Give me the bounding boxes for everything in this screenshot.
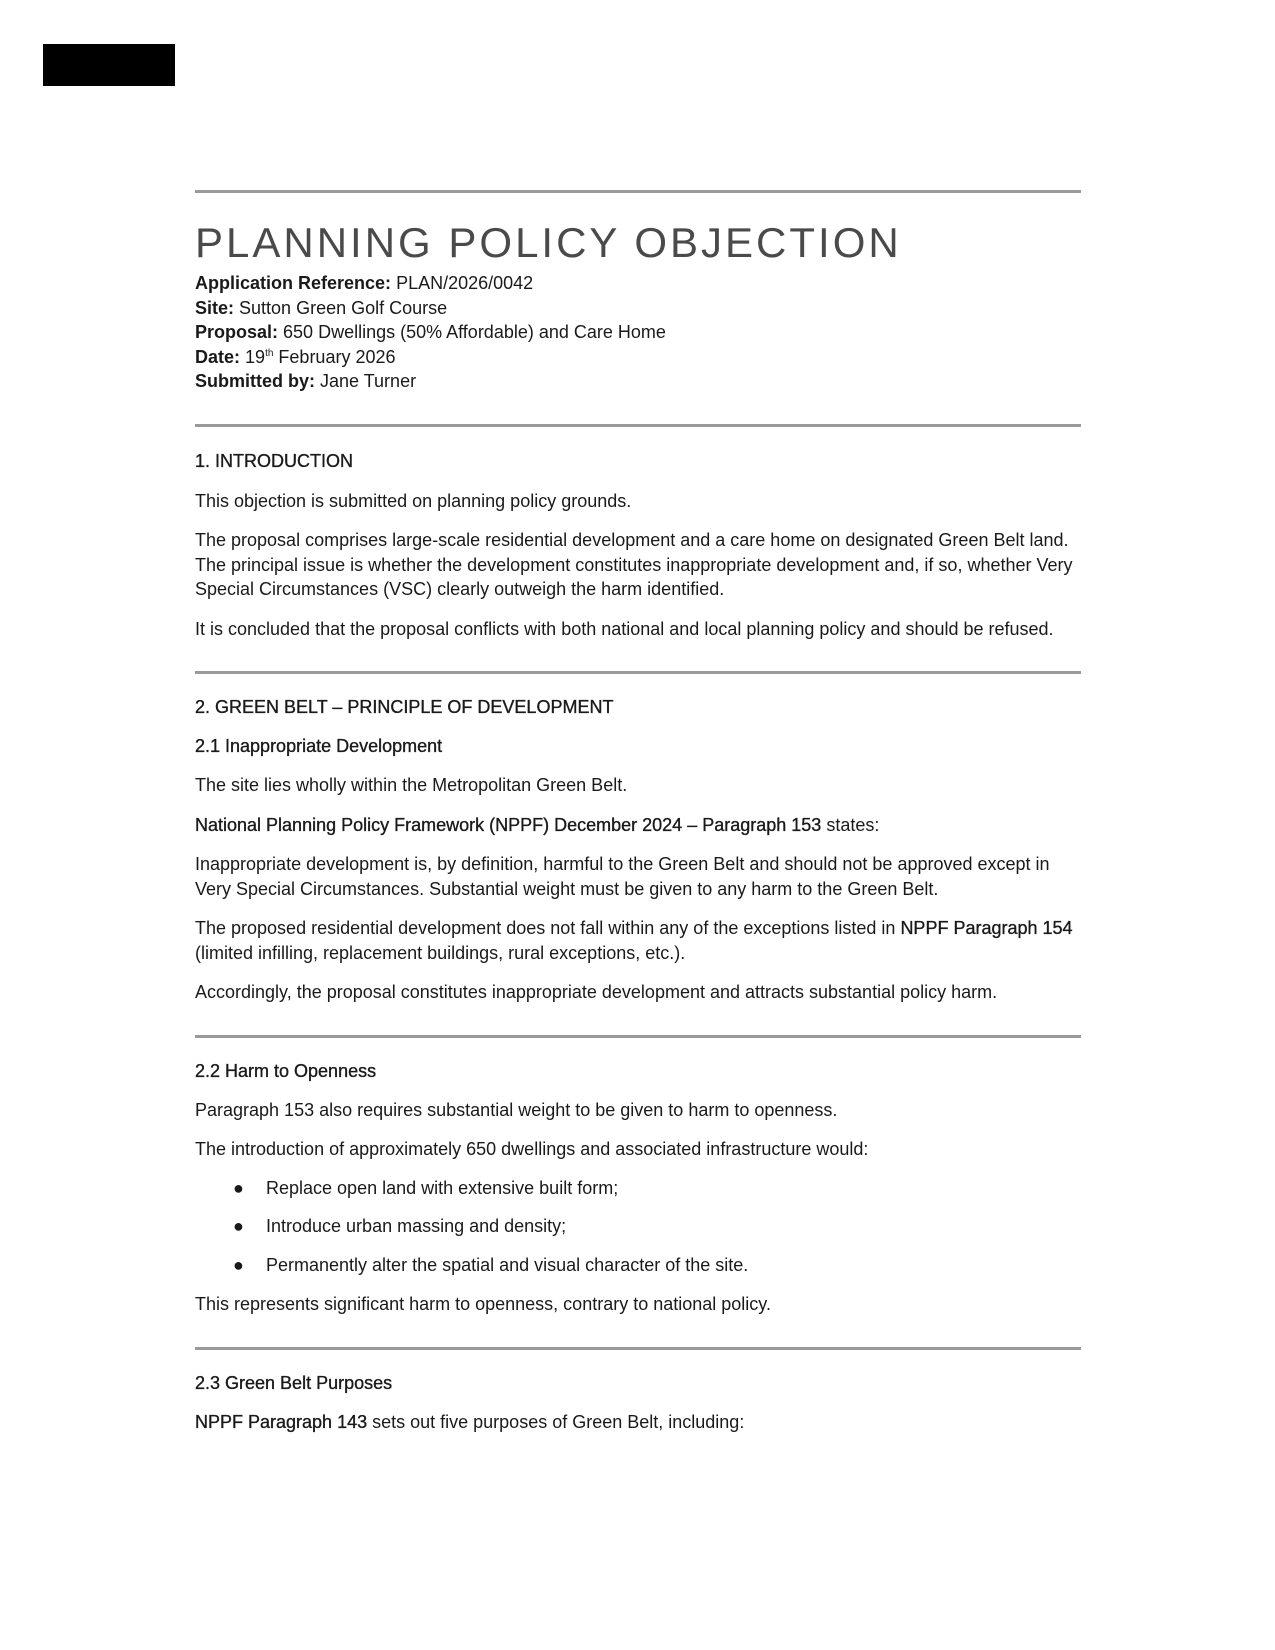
subsection-heading-inappropriate-development: 2.1 Inappropriate Development: [195, 736, 443, 756]
meta-date-rest: February 2026: [278, 346, 396, 367]
policy-reference: NPPF Paragraph 143: [195, 1411, 368, 1432]
meta-proposal: [195, 320, 1081, 345]
meta-date: [195, 345, 1081, 370]
document-body: [195, 190, 1081, 1434]
list-item: [195, 1253, 1081, 1278]
paragraph: [195, 813, 1081, 838]
policy-reference: National Planning Policy Framework (NPPF) December 2024 – Paragraph 153: [195, 814, 822, 835]
meta-date-day: 19: [245, 346, 266, 367]
redaction-block: [43, 44, 175, 86]
paragraph-text: sets out five purposes of Green Belt, including:: [367, 1411, 745, 1432]
paragraph: [195, 916, 1081, 965]
list-item-text: Replace open land with extensive built form;: [266, 1177, 619, 1198]
bullet-icon: ●: [233, 1216, 244, 1236]
divider: [195, 190, 1081, 193]
paragraph: This represents significant harm to openness, contrary to national policy.: [195, 1294, 771, 1314]
policy-reference: NPPF Paragraph 154: [900, 918, 1073, 938]
meta-application-reference: [195, 271, 1081, 296]
section-heading-green-belt: 2. GREEN BELT – PRINCIPLE OF DEVELOPMENT: [195, 697, 614, 717]
divider: [195, 1035, 1081, 1038]
paragraph: Inappropriate development is, by definition, harmful to the Green Belt and should not be approved except in Very Special Circumstances. Substantial weight must be given to any harm to the Green Belt.: [195, 854, 1050, 899]
divider: [195, 1347, 1081, 1350]
meta-date-suffix: th: [265, 347, 274, 359]
subsection-heading-green-belt-purposes: 2.3 Green Belt Purposes: [195, 1372, 393, 1393]
list-item-text: Introduce urban massing and density;: [266, 1216, 567, 1236]
meta-submitted-by: [195, 369, 1081, 394]
paragraph: The site lies wholly within the Metropolitan Green Belt.: [195, 775, 628, 795]
meta-label: Date:: [195, 346, 241, 367]
list-item: [195, 1176, 1081, 1201]
list-item-text: Permanently alter the spatial and visual character of the site.: [266, 1254, 749, 1275]
list-item: [195, 1214, 1081, 1239]
bullet-list: [195, 1176, 1081, 1278]
paragraph-text: (limited infilling, replacement buildings, rural exceptions, etc.).: [195, 942, 686, 963]
subsection-heading-harm-to-openness: 2.2 Harm to Openness: [195, 1060, 377, 1081]
bullet-icon: ●: [233, 1177, 244, 1198]
bullet-icon: ●: [233, 1254, 244, 1275]
paragraph: Accordingly, the proposal constitutes inappropriate development and attracts substantial policy harm.: [195, 982, 998, 1002]
paragraph: [195, 1410, 1081, 1435]
paragraph-text: The proposed residential development does not fall within any of the exceptions listed in: [195, 918, 901, 938]
metadata-block: [195, 271, 1081, 394]
meta-site: [195, 296, 1081, 321]
meta-label: Submitted by:: [195, 371, 315, 391]
meta-value: Jane Turner: [320, 371, 417, 391]
meta-value: 650 Dwellings (50% Affordable) and Care Home: [283, 322, 666, 342]
meta-value: Sutton Green Golf Course: [239, 297, 448, 318]
paragraph: It is concluded that the proposal conflicts with both national and local planning policy and should be refused.: [195, 618, 1054, 639]
paragraph-text: states:: [821, 814, 880, 835]
paragraph: The introduction of approximately 650 dwellings and associated infrastructure would:: [195, 1139, 869, 1159]
meta-label: Proposal:: [195, 322, 279, 342]
paragraph: Paragraph 153 also requires substantial weight to be given to harm to openness.: [195, 1099, 838, 1120]
divider: [195, 671, 1081, 674]
section-heading-introduction: 1. INTRODUCTION: [195, 450, 354, 471]
divider: [195, 424, 1081, 427]
document-title: PLANNING POLICY OBJECTION: [195, 219, 902, 266]
meta-value: PLAN/2026/0042: [396, 273, 534, 293]
meta-label: Application Reference:: [195, 273, 392, 293]
paragraph: This objection is submitted on planning policy grounds.: [195, 490, 632, 511]
meta-label: Site:: [195, 297, 235, 318]
paragraph: The proposal comprises large-scale residential development and a care home on designated Green Belt land. The principal issue is whether the development constitutes inappropriate development and, if so, whether Very Special Circumstances (VSC) clearly outweigh the harm identified.: [195, 530, 1073, 599]
